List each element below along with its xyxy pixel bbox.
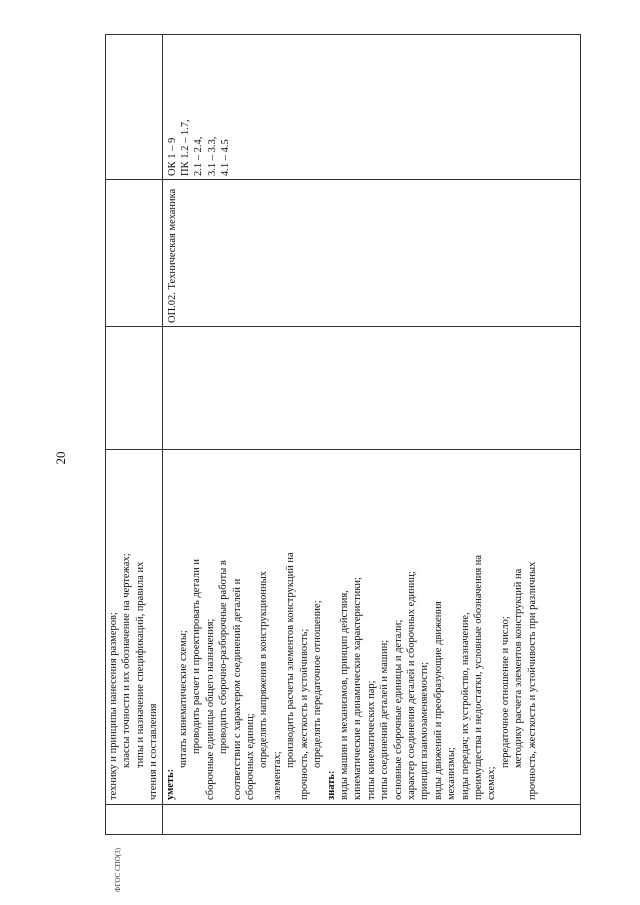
text-line: прочность, жесткость и устойчивость; — [298, 628, 310, 800]
text-line: производить расчеты элементов конструкций на — [285, 552, 297, 768]
competency-item: ОК 1 – 9 — [166, 137, 178, 176]
discipline-cell — [162, 180, 580, 327]
text-line: передаточное отношение и число; — [499, 616, 511, 768]
competency-item: 3.1 – 3.3, — [206, 136, 218, 176]
text-line: определять передаточное отношение; — [312, 600, 324, 768]
text-line: принцип взаимозаменяемости; — [419, 661, 431, 800]
text-line: типы соединений деталей и машин; — [379, 639, 391, 800]
text-line: технику и принципы нанесения размеров; — [108, 612, 119, 800]
text-line: кинематические и динамические характеристики; — [352, 577, 364, 800]
hours-cell — [162, 327, 580, 450]
text-line: сборочные единицы общего назначения; — [204, 618, 216, 800]
text-line: типы кинематических пар; — [365, 680, 377, 800]
text-line: методику расчета элементов конструкций на — [513, 568, 525, 768]
section-heading: уметь: — [164, 768, 176, 800]
text-line: схемах; — [486, 766, 498, 800]
footer-code: ФГОС СПО(3) — [114, 848, 122, 892]
discipline-cell-top — [106, 180, 163, 327]
text-line: классы точности и их обозначение на чертежах; — [121, 553, 133, 768]
text-line: механизмы; — [446, 747, 458, 800]
competency-item: ПК 1.2 – 1.7, — [180, 119, 192, 176]
continuation-cell — [106, 450, 163, 805]
page-number: 20 — [53, 451, 68, 465]
text-line: виды движений и преобразующие движения — [432, 601, 444, 800]
text-line: проводить расчет и проектировать детали и — [191, 558, 203, 754]
competency-item: 2.1 – 2.4, — [193, 136, 205, 176]
index-cell — [106, 805, 163, 835]
requirements-cell — [162, 450, 580, 805]
index-cell — [162, 805, 580, 835]
text-line: чтения и составления — [148, 703, 160, 800]
text-line: виды передач; их устройство, назначение, — [459, 612, 471, 800]
section-heading: знать: — [325, 770, 337, 800]
requirements-text — [163, 450, 540, 804]
continuation-text — [106, 450, 162, 804]
curriculum-table — [105, 35, 575, 835]
text-line: основные сборочные единицы и детали; — [392, 619, 404, 800]
text-line: виды машин и механизмов, принцип действия, — [338, 590, 350, 800]
text-line: проводить сборочно-разборочные работы в — [218, 560, 230, 754]
text-line: характер соединения деталей и сборочных единиц; — [405, 571, 417, 800]
text-line: определять напряжения в конструкционных — [258, 571, 270, 768]
text-line: прочность, жесткость и устойчивость при различных — [526, 561, 538, 800]
text-line: соответствии с характером соединений деталей и — [231, 578, 243, 800]
text-line: элементах; — [271, 751, 283, 800]
competency-item: 4.1 – 4.5 — [220, 139, 232, 176]
text-line: читать кинематические схемы; — [178, 630, 190, 768]
discipline-name: ОП.02. Техническая механика — [166, 188, 178, 323]
text-line: сборочных единиц; — [245, 713, 257, 800]
hours-cell-top — [106, 327, 163, 450]
competency-cell — [162, 35, 580, 180]
competency-cell-top — [106, 35, 163, 180]
text-line: типы и назначение спецификаций, правила их — [134, 561, 146, 768]
competency-list — [163, 35, 236, 179]
text-line: преимущества и недостатки, условные обозначения на — [472, 554, 484, 800]
